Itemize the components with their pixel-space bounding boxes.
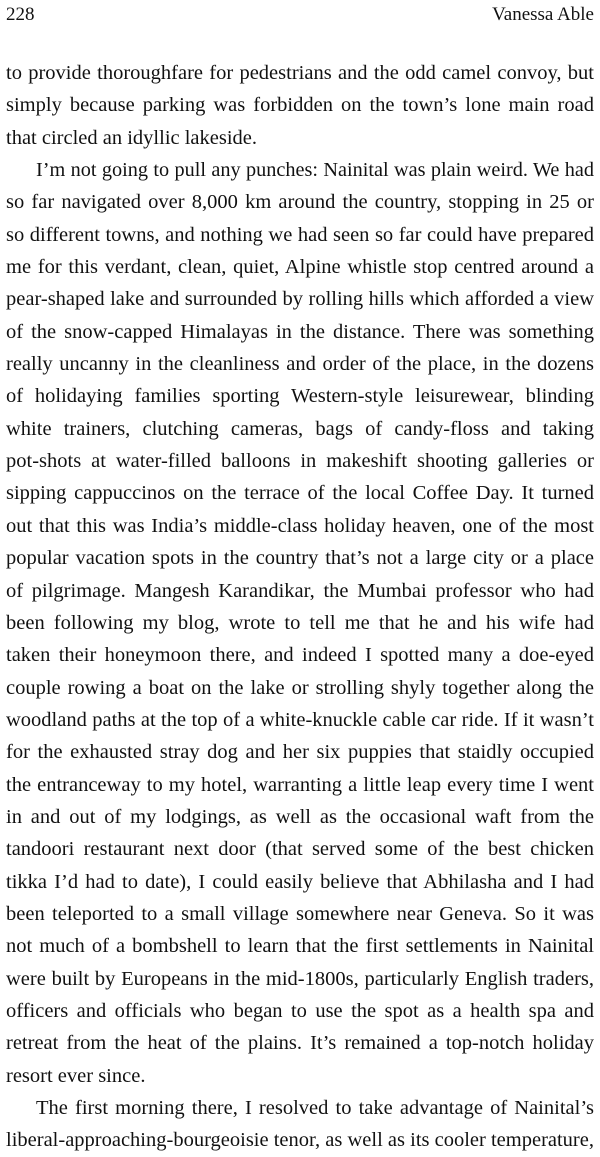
running-head: Vanessa Able <box>492 4 594 25</box>
text-line: liberal-approaching-bourgeoisie tenor, as well as its cooler temperature, <box>6 1129 594 1152</box>
text-line: that circled an idyllic lakeside. <box>6 126 258 149</box>
text-line: retreat from the heat of the plains. It’s remained a top-notch holiday <box>6 1032 594 1055</box>
page-header <box>6 2 594 28</box>
text-line: simply because parking was forbidden on the town’s lone main road <box>6 94 594 117</box>
text-line: been following my blog, wrote to tell me that he and his wife had <box>6 611 594 634</box>
text-line: really uncanny in the cleanliness and order of the place, in the dozens <box>6 353 594 376</box>
text-line: so different towns, and nothing we had seen so far could have prepared <box>6 223 594 246</box>
text-line: I’m not going to pull any punches: Nainital was plain weird. We had <box>36 159 594 182</box>
text-line: woodland paths at the top of a white-knuckle cable car ride. If it wasn’t <box>6 708 594 731</box>
text-line: not much of a bombshell to learn that the first settlements in Nainital <box>6 935 594 958</box>
text-line: of the snow-capped Himalayas in the distance. There was something <box>6 320 594 343</box>
text-line: been teleported to a small village somewhere near Geneva. So it was <box>6 902 594 925</box>
text-line: to provide thoroughfare for pedestrians and the odd camel convoy, but <box>6 62 594 84</box>
text-line: pear-shaped lake and surrounded by rolling hills which afforded a view <box>6 288 594 311</box>
text-line: for the exhausted stray dog and her six puppies that staidly occupied <box>6 741 594 764</box>
text-line: tandoori restaurant next door (that served some of the best chicken <box>6 838 594 861</box>
text-line: out that this was India’s middle-class holiday heaven, one of the most <box>6 514 594 537</box>
text-line: taken their honeymoon there, and indeed I spotted many a doe-eyed <box>6 644 594 667</box>
body-text <box>6 57 594 1157</box>
text-line: sipping cappuccinos on the terrace of the local Coffee Day. It turned <box>6 482 594 505</box>
text-line: resort ever since. <box>6 1064 146 1087</box>
text-line: tikka I’d had to date), I could easily believe that Abhilasha and I had <box>6 870 594 893</box>
text-line: the entranceway to my hotel, warranting a little leap every time I went <box>6 773 594 796</box>
text-line: officers and officials who began to use the spot as a health spa and <box>6 999 594 1022</box>
text-line: of pilgrimage. Mangesh Karandikar, the Mumbai professor who had <box>6 579 594 602</box>
text-line: were built by Europeans in the mid-1800s, particularly English traders, <box>6 967 594 990</box>
page-number: 228 <box>6 4 35 25</box>
text-line: pot-shots at water-filled balloons in makeshift shooting galleries or <box>6 450 594 473</box>
text-line: in and out of my lodgings, as well as the occasional waft from the <box>6 805 594 828</box>
text-line: The first morning there, I resolved to take advantage of Nainital’s <box>36 1097 594 1119</box>
text-line: popular vacation spots in the country that’s not a large city or a place <box>6 547 594 570</box>
text-line: me for this verdant, clean, quiet, Alpine whistle stop centred around a <box>6 256 594 279</box>
text-line: white trainers, clutching cameras, bags of candy-floss and taking <box>6 417 594 440</box>
text-line: of holidaying families sporting Western-style leisurewear, blinding <box>6 385 594 408</box>
text-line: couple rowing a boat on the lake or strolling shyly together along the <box>6 676 594 699</box>
text-line: so far navigated over 8,000 km around the country, stopping in 25 or <box>6 191 594 214</box>
